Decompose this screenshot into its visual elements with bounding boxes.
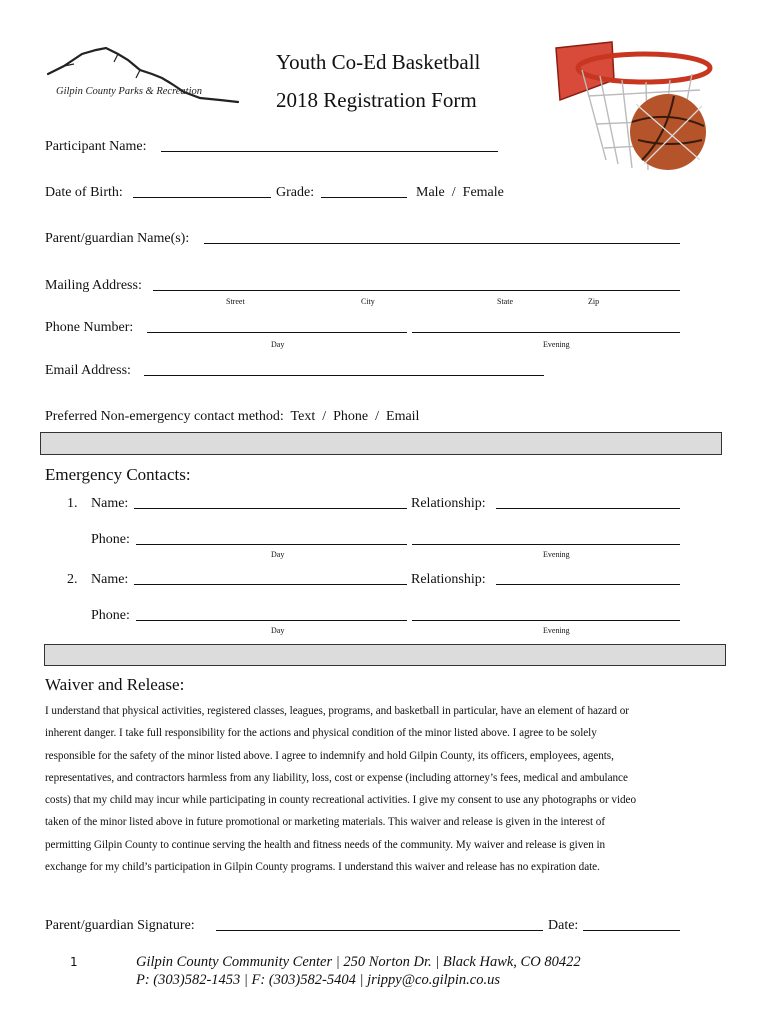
- waiver-line: inherent danger. I take full responsibility for the actions and physical condition of the minor listed above. I agree to be solely: [45, 727, 597, 740]
- contact-1-name-field[interactable]: [134, 508, 407, 509]
- email-address-label: Email Address:: [45, 363, 131, 378]
- phone-evening-field[interactable]: [412, 332, 680, 333]
- form-subtitle: 2018 Registration Form: [276, 88, 477, 112]
- contact-1-relationship-label: Relationship:: [411, 496, 486, 511]
- email-address-field[interactable]: [144, 375, 544, 376]
- signature-field[interactable]: [216, 930, 543, 931]
- mailing-address-field[interactable]: [153, 290, 680, 291]
- contact-2-relationship-field[interactable]: [496, 584, 680, 585]
- org-logo: [44, 40, 244, 108]
- waiver-line: exchange for my child’s participation in Gilpin County programs. I understand this waiver and release has no expiration date.: [45, 861, 600, 874]
- grade-field[interactable]: [321, 197, 407, 198]
- mountain-logo-icon: [44, 40, 244, 108]
- waiver-line: permitting Gilpin County to continue serving the health and fitness needs of the community. My waiver and release is given in: [45, 838, 606, 851]
- contact-1-phone-day-field[interactable]: [136, 544, 407, 545]
- emergency-contacts-heading: Emergency Contacts:: [45, 465, 191, 484]
- contact-2-evening-caption: Evening: [543, 626, 570, 635]
- contact-2-relationship-label: Relationship:: [411, 572, 486, 587]
- waiver-line: responsible for the safety of the minor listed above. I agree to indemnify and hold Gilpin County, its officers, employees, agents,: [45, 749, 614, 762]
- contact-1-evening-caption: Evening: [543, 550, 570, 559]
- contact-2-name-label: Name:: [91, 572, 129, 587]
- participant-name-label: Participant Name:: [45, 139, 147, 154]
- phone-day-caption: Day: [271, 340, 285, 349]
- contact-1-relationship-field[interactable]: [496, 508, 680, 509]
- participant-name-field[interactable]: [161, 151, 498, 152]
- contact-2-phone-day-field[interactable]: [136, 620, 407, 621]
- waiver-text: [45, 700, 725, 878]
- contact-2-number: 2.: [67, 572, 78, 587]
- waiver-line: representatives, and contractors harmless from any liability, loss, cost or expense (including attorney’s fees, medical and ambulance: [45, 771, 628, 784]
- phone-day-field[interactable]: [147, 332, 407, 333]
- grade-label: Grade:: [276, 185, 315, 200]
- mailing-address-label: Mailing Address:: [45, 278, 142, 293]
- waiver-line: taken of the minor listed above in future promotional or marketing materials. This waiver and release is given in the interest of: [45, 816, 606, 829]
- contact-method-label[interactable]: Preferred Non-emergency contact method: Text / Phone / Email: [45, 409, 420, 424]
- contact-2-name-field[interactable]: [134, 584, 407, 585]
- basketball-icon: [552, 40, 720, 182]
- address-state-caption: State: [497, 297, 513, 306]
- contact-1-number: 1.: [67, 496, 78, 511]
- basketball-hoop-image: [552, 40, 720, 182]
- waiver-line: I understand that physical activities, registered classes, leagues, programs, and basketball in particular, have an element of hazard or: [45, 705, 629, 717]
- footer-address: Gilpin County Community Center | 250 Norton Dr. | Black Hawk, CO 80422: [136, 954, 581, 970]
- address-city-caption: City: [361, 297, 375, 306]
- date-label: Date:: [548, 918, 579, 933]
- date-of-birth-label: Date of Birth:: [45, 185, 123, 200]
- contact-2-day-caption: Day: [271, 626, 285, 635]
- section-divider-bar: [40, 432, 722, 455]
- phone-evening-caption: Evening: [543, 340, 570, 349]
- phone-number-label: Phone Number:: [45, 320, 134, 335]
- date-field[interactable]: [583, 930, 680, 931]
- footer-contact: P: (303)582-1453 | F: (303)582-5404 | jrippy@co.gilpin.co.us: [136, 972, 501, 988]
- contact-1-phone-evening-field[interactable]: [412, 544, 680, 545]
- contact-2-phone-evening-field[interactable]: [412, 620, 680, 621]
- address-zip-caption: Zip: [588, 297, 600, 306]
- org-logo-text: Gilpin County Parks & Recreation: [56, 86, 203, 97]
- date-of-birth-field[interactable]: [133, 197, 271, 198]
- address-street-caption: Street: [226, 297, 245, 306]
- parent-name-field[interactable]: [204, 243, 680, 244]
- page-number: 1: [70, 955, 78, 969]
- contact-2-phone-label: Phone:: [91, 608, 130, 623]
- waiver-heading: Waiver and Release:: [45, 675, 185, 694]
- signature-label: Parent/guardian Signature:: [45, 918, 195, 933]
- contact-1-day-caption: Day: [271, 550, 285, 559]
- contact-1-name-label: Name:: [91, 496, 129, 511]
- gender-option[interactable]: Male / Female: [416, 185, 504, 200]
- waiver-line: costs) that my child may incur while participating in county recreational activities. I give my consent to use any photographs or video: [45, 794, 637, 807]
- form-title: Youth Co-Ed Basketball: [276, 50, 481, 74]
- contact-1-phone-label: Phone:: [91, 532, 130, 547]
- parent-name-label: Parent/guardian Name(s):: [45, 231, 190, 246]
- section-divider-bar: [44, 644, 726, 666]
